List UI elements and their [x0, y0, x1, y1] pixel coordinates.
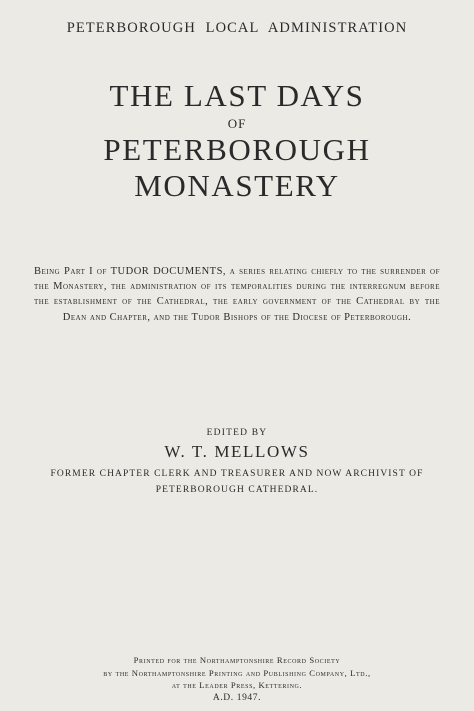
editor-role-line-2: PETERBOROUGH CATHEDRAL.: [155, 485, 319, 495]
imprint-line-3: at the Leader Press, Kettering.: [171, 680, 303, 691]
imprint-date: A.D. 1947.: [212, 692, 262, 703]
edited-by-label: EDITED BY: [206, 428, 268, 438]
title-line-1: THE LAST DAYS: [109, 78, 365, 113]
description-highlight: TUDOR DOCUMENTS: [110, 266, 223, 277]
series-heading: PETERBOROUGH LOCAL ADMINISTRATION: [66, 20, 408, 36]
title-of: OF: [227, 116, 247, 131]
imprint-line-1: Printed for the Northamptonshire Record Society: [133, 655, 341, 665]
book-title: [0, 78, 474, 204]
imprint-line-2: by the Northamptonshire Printing and Publishing Company, Ltd.,: [103, 667, 371, 678]
editor-name: W. T. MELLOWS: [164, 442, 310, 461]
description-paragraph: [34, 264, 440, 325]
description-rest: , a series relating chiefly to the surrender of the Monastery, the administration of its temporalities during the interregnum before the establishment of the Cathedral, the early government of the Cathedral by the Dean and Chapter, and the Tudor Bishops of the Diocese of Peterborough.: [34, 266, 440, 323]
title-line-3: MONASTERY: [134, 168, 340, 203]
imprint: [0, 654, 474, 704]
editor-role: [0, 466, 474, 498]
title-line-2: PETERBOROUGH: [103, 132, 371, 167]
description-prefix: Being Part I of: [34, 266, 111, 277]
editor-role-line-1: FORMER CHAPTER CLERK AND TREASURER AND NOW ARCHIVIST OF: [50, 469, 424, 479]
